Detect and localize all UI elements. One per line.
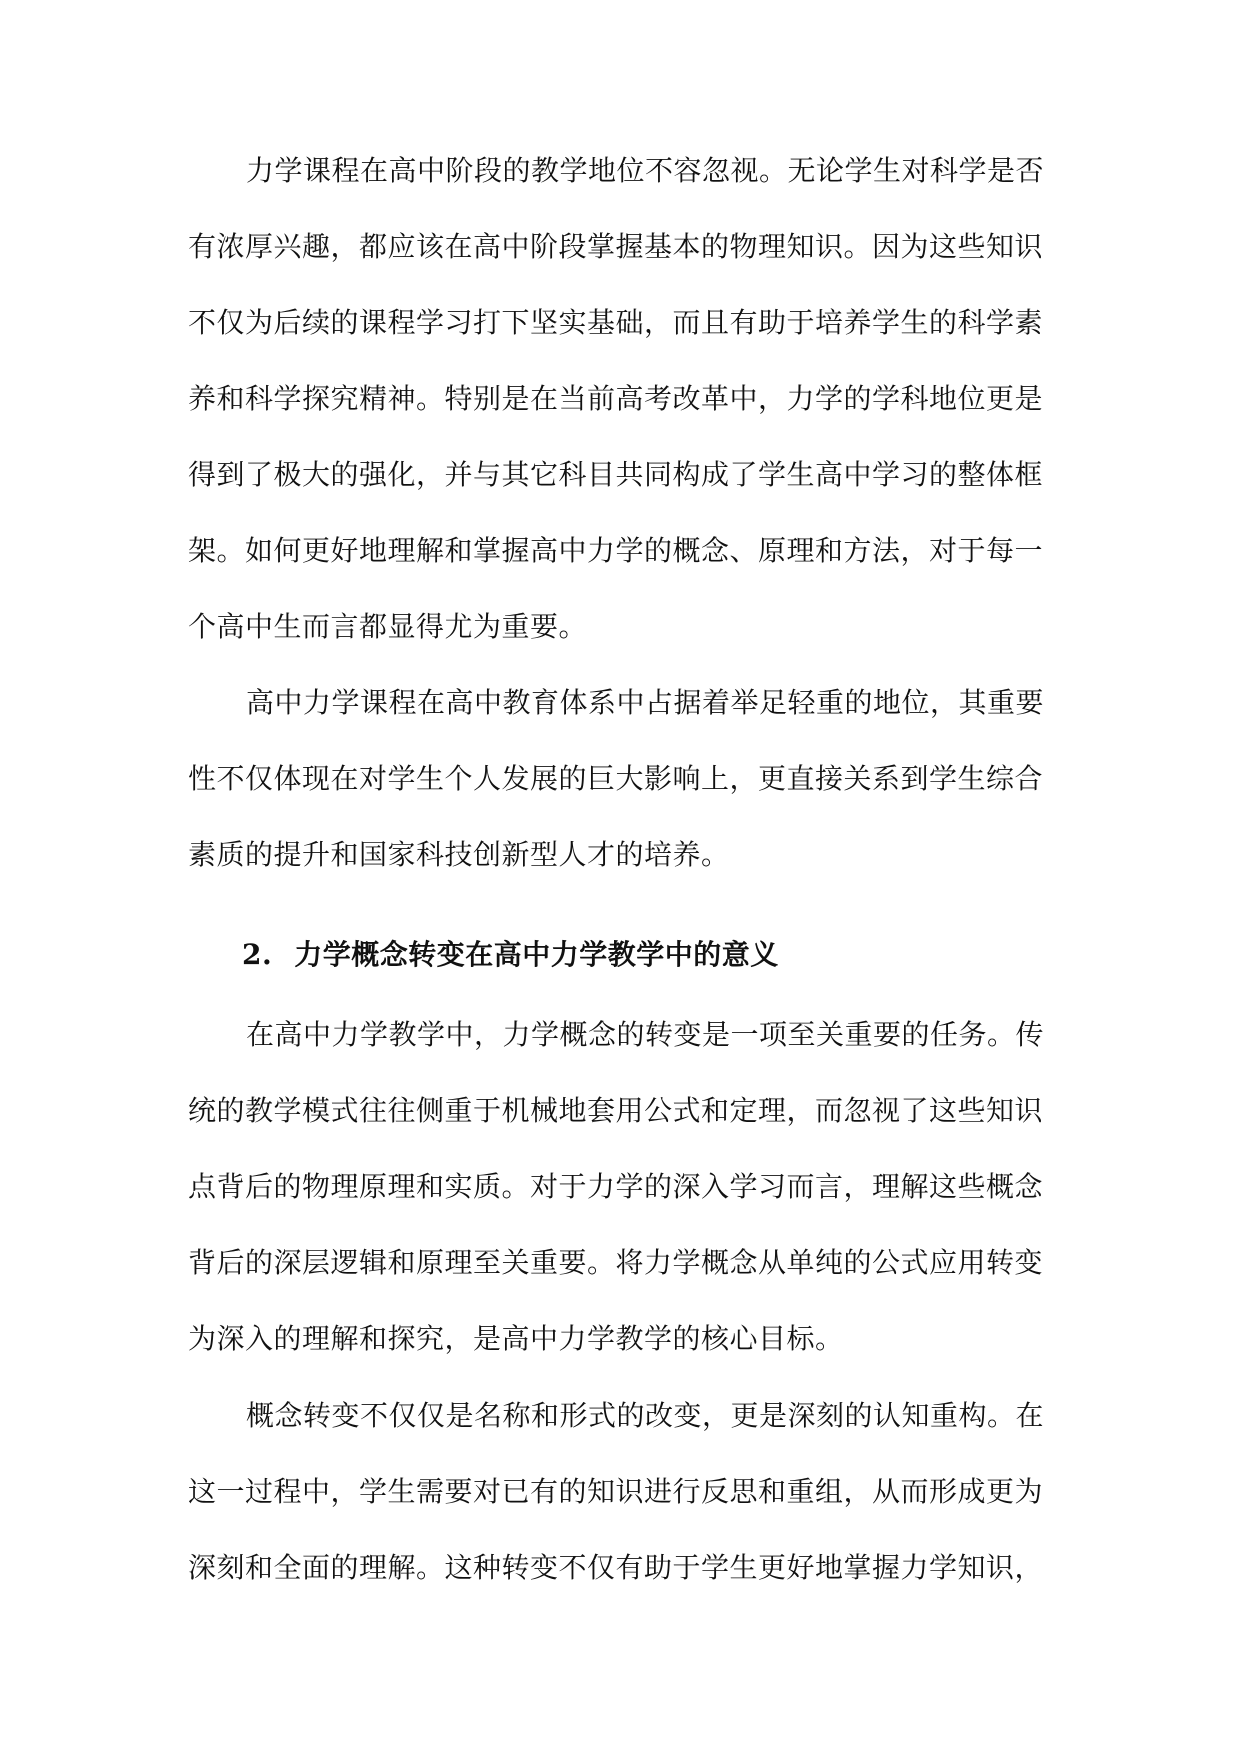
paragraph-line: 素质的提升和国家科技创新型人才的培养。 xyxy=(188,838,730,871)
paragraph-line: 性不仅体现在对学生个人发展的巨大影响上，更直接关系到学生综合 xyxy=(188,762,1044,795)
section-heading xyxy=(242,935,779,975)
paragraph-line: 架。如何更好地理解和掌握高中力学的概念、原理和方法，对于每一 xyxy=(188,534,1044,567)
paragraph-line: 在高中力学教学中，力学概念的转变是一项至关重要的任务。传 xyxy=(246,1018,1045,1051)
paragraph-line: 深刻和全面的理解。这种转变不仅有助于学生更好地掌握力学知识， xyxy=(188,1551,1044,1584)
paragraph-line: 概念转变不仅仅是名称和形式的改变，更是深刻的认知重构。在 xyxy=(246,1399,1045,1432)
paragraph-line: 高中力学课程在高中教育体系中占据着举足轻重的地位，其重要 xyxy=(246,686,1045,719)
paragraph-line: 得到了极大的强化，并与其它科目共同构成了学生高中学习的整体框 xyxy=(188,458,1044,491)
paragraph-line: 力学课程在高中阶段的教学地位不容忽视。无论学生对科学是否 xyxy=(246,154,1045,187)
paragraph-line: 有浓厚兴趣，都应该在高中阶段掌握基本的物理知识。因为这些知识 xyxy=(188,230,1044,263)
paragraph-line: 不仅为后续的课程学习打下坚实基础，而且有助于培养学生的科学素 xyxy=(188,306,1044,339)
paragraph-line: 为深入的理解和探究，是高中力学教学的核心目标。 xyxy=(188,1322,844,1355)
paragraph-line: 个高中生而言都显得尤为重要。 xyxy=(188,610,588,643)
section-title: 力学概念转变在高中力学教学中的意义 xyxy=(294,938,779,971)
section-number: 2. xyxy=(242,938,273,971)
paragraph-line: 点背后的物理原理和实质。对于力学的深入学习而言，理解这些概念 xyxy=(188,1170,1044,1203)
paragraph-line: 背后的深层逻辑和原理至关重要。将力学概念从单纯的公式应用转变 xyxy=(188,1246,1044,1279)
paragraph-line: 这一过程中，学生需要对已有的知识进行反思和重组，从而形成更为 xyxy=(188,1475,1044,1508)
paragraph-line: 养和科学探究精神。特别是在当前高考改革中，力学的学科地位更是 xyxy=(188,382,1044,415)
paragraph-line: 统的教学模式往往侧重于机械地套用公式和定理，而忽视了这些知识 xyxy=(188,1094,1044,1127)
